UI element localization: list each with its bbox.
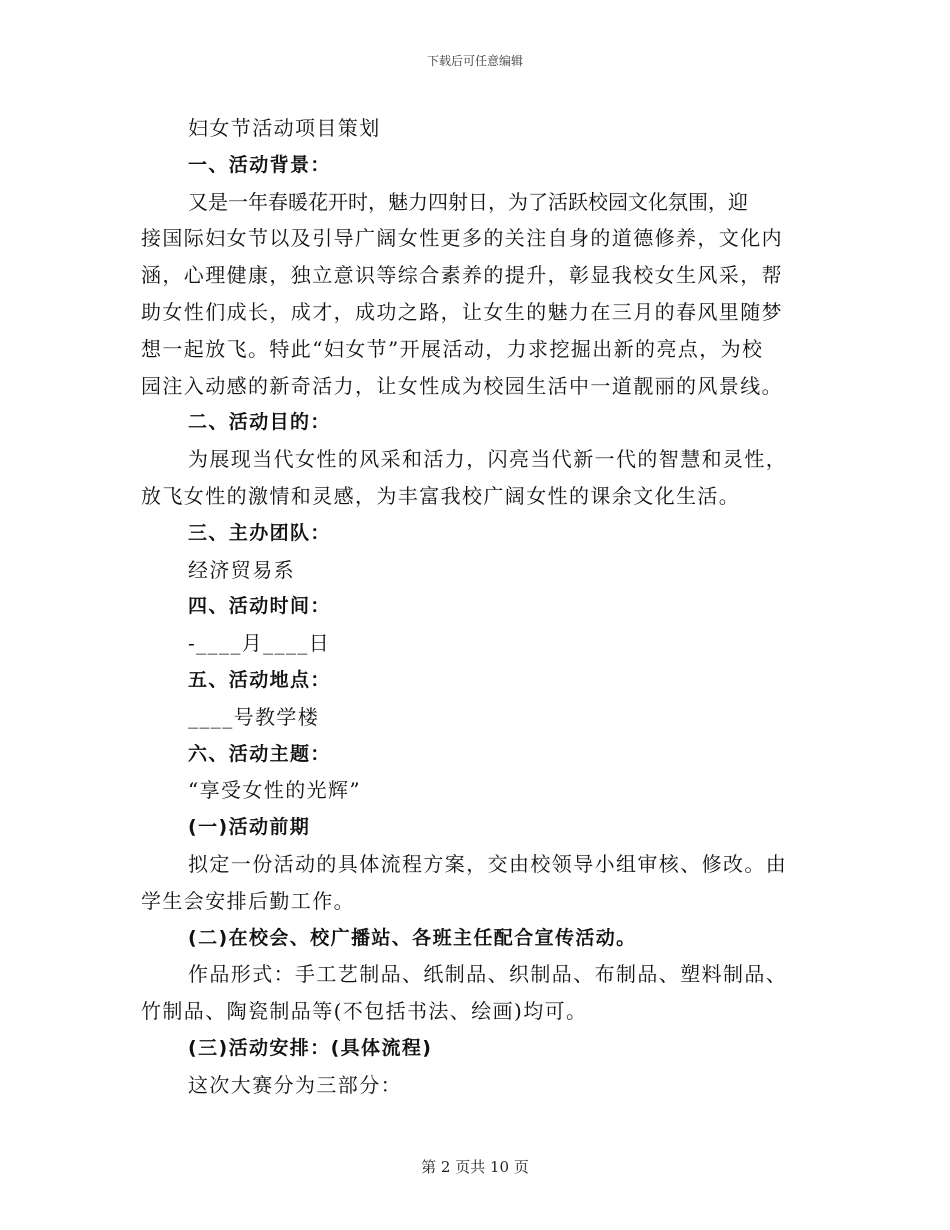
paragraph-line: 接国际妇女节以及引导广阔女性更多的关注自身的道德修养，文化内 xyxy=(141,226,783,251)
page-footer: 第 2 页共 10 页 xyxy=(421,1158,529,1176)
subsection-heading-preparation: (一)活动前期 xyxy=(188,816,311,839)
subsection-heading-promotion: (二)在校会、校广播站、各班主任配合宣传活动。 xyxy=(188,926,637,949)
section-heading-location: 五、活动地点： xyxy=(188,668,331,691)
document-title: 妇女节活动项目策划 xyxy=(188,116,381,140)
paragraph-line: 涵，心理健康，独立意识等综合素养的提升，彰显我校女生风采，帮 xyxy=(141,263,783,288)
schedule-text: 这次大赛分为三部分： xyxy=(188,1072,402,1097)
section-heading-time: 四、活动时间： xyxy=(188,595,331,618)
paragraph-line: 竹制品、陶瓷制品等(不包括书法、绘画)均可。 xyxy=(141,999,588,1024)
section-heading-background: 一、活动背景： xyxy=(188,153,331,176)
paragraph-line: 为展现当代女性的风采和活力，闪亮当代新一代的智慧和灵性， xyxy=(188,447,788,472)
document-body xyxy=(141,110,809,1104)
paragraph-line: 拟定一份活动的具体流程方案，交由校领导小组审核、修改。由 xyxy=(188,851,788,876)
organizer-text: 经济贸易系 xyxy=(188,557,295,582)
section-heading-theme: 六、活动主题： xyxy=(188,742,331,765)
theme-text: “享受女性的光辉” xyxy=(188,778,362,803)
paragraph-line: 园注入动感的新奇活力，让女性成为校园生活中一道靓丽的风景线。 xyxy=(141,373,783,398)
paragraph-line: 学生会安排后勤工作。 xyxy=(141,888,355,913)
section-heading-purpose: 二、活动目的： xyxy=(188,411,331,434)
page-header: 下载后可任意编辑 xyxy=(426,54,523,68)
subsection-heading-schedule: (三)活动安排：(具体流程) xyxy=(188,1036,433,1059)
paragraph-line: 放飞女性的激情和灵感，为丰富我校广阔女性的课余文化生活。 xyxy=(141,483,741,508)
section-heading-organizer: 三、主办团队： xyxy=(188,521,331,544)
paragraph-line: 助女性们成长，成才，成功之路，让女生的魅力在三月的春风里随梦 xyxy=(141,299,783,324)
paragraph-line: 想一起放飞。特此“妇女节”开展活动，力求挖掘出新的亮点，为校 xyxy=(141,336,764,361)
location-text: ____号教学楼 xyxy=(188,704,320,729)
time-text: -____月____日 xyxy=(188,631,331,656)
paragraph-line: 作品形式：手工艺制品、纸制品、织制品、布制品、塑料制品、 xyxy=(188,962,788,987)
paragraph-line: 又是一年春暖花开时，魅力四射日，为了活跃校园文化氛围，迎 xyxy=(188,189,748,214)
